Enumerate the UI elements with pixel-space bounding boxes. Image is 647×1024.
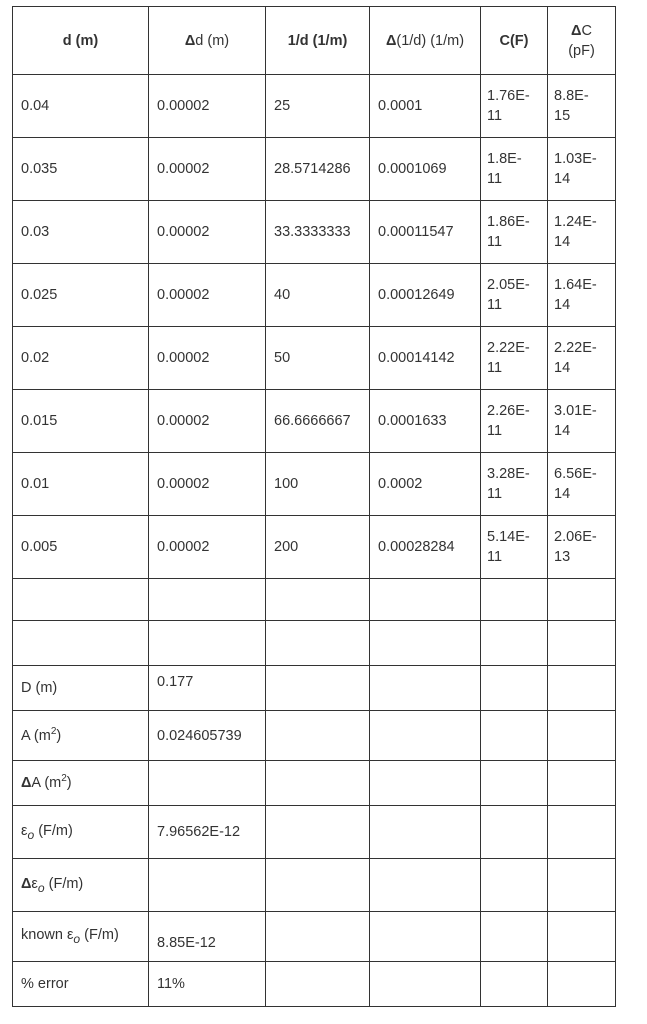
cell-delta-capacitance: 1.24E- 14 [548,201,616,264]
header-inverse-d: 1/d (1/m) [266,7,370,75]
cell-d: 0.03 [13,201,149,264]
summary-row-diameter [13,666,616,711]
cell-d: 0.01 [13,453,149,516]
header-delta-capacitance: ΔC (pF) [548,7,616,75]
cell-delta-inverse-d: 0.00028284 [370,516,481,579]
label-area-uncertainty: ΔA $(m^2)$ [13,761,149,806]
summary-row-permittivity-uncertainty [13,859,616,912]
cell-delta-d: 0.00002 [149,75,266,138]
cell-inverse-d: 200 [266,516,370,579]
cell-delta-d: 0.00002 [149,453,266,516]
table-row [13,75,616,138]
value-diameter: 0.177 [149,666,266,711]
cell-delta-d: 0.00002 [149,201,266,264]
cell-inverse-d: 50 [266,327,370,390]
value-known-permittivity: 8.85E-12 [149,912,266,962]
table-row [13,516,616,579]
cell-delta-d: 0.00002 [149,327,266,390]
cell-d: 0.04 [13,75,149,138]
cell-delta-capacitance: 2.06E- 13 [548,516,616,579]
summary-row-known-permittivity [13,912,616,962]
cell-delta-inverse-d: 0.00014142 [370,327,481,390]
cell-delta-capacitance: 1.03E- 14 [548,138,616,201]
table-row [13,327,616,390]
cell-capacitance: 3.28E- 11 [481,453,548,516]
cell-inverse-d: 33.3333333 [266,201,370,264]
data-table [12,6,616,1007]
header-delta-d: Δd (m) [149,7,266,75]
cell-d: 0.02 [13,327,149,390]
table-row [13,453,616,516]
empty-row [13,621,616,666]
cell-inverse-d: 66.6666667 [266,390,370,453]
cell-capacitance: 2.26E- 11 [481,390,548,453]
cell-delta-d: 0.00002 [149,138,266,201]
summary-row-percent-error [13,962,616,1007]
empty-row [13,579,616,621]
value-percent-error: 11% [149,962,266,1007]
cell-capacitance: 1.8E- 11 [481,138,548,201]
cell-capacitance: 5.14E- 11 [481,516,548,579]
cell-capacitance: 1.86E- 11 [481,201,548,264]
cell-capacitance: 2.22E- 11 [481,327,548,390]
cell-capacitance: 1.76E- 11 [481,75,548,138]
label-percent-error: % error [13,962,149,1007]
cell-inverse-d: 25 [266,75,370,138]
header-row [13,7,616,75]
cell-delta-inverse-d: 0.0001 [370,75,481,138]
label-known-permittivity: known $\varepsilon_o$ (F/m) [13,912,149,962]
summary-row-area [13,711,616,761]
summary-row-permittivity [13,806,616,859]
label-area: A $(m^2)$ [13,711,149,761]
table-row [13,138,616,201]
header-capacitance: C(F) [481,7,548,75]
cell-inverse-d: 100 [266,453,370,516]
cell-delta-inverse-d: 0.0001069 [370,138,481,201]
cell-delta-capacitance: 1.64E- 14 [548,264,616,327]
cell-inverse-d: 28.5714286 [266,138,370,201]
cell-delta-capacitance: 6.56E- 14 [548,453,616,516]
summary-row-area-uncertainty [13,761,616,806]
value-permittivity: 7.96562E-12 [149,806,266,859]
table-row [13,201,616,264]
header-d: d (m) [13,7,149,75]
cell-capacitance: 2.05E- 11 [481,264,548,327]
cell-delta-capacitance: 3.01E- 14 [548,390,616,453]
cell-delta-capacitance: 8.8E- 15 [548,75,616,138]
cell-delta-d: 0.00002 [149,516,266,579]
cell-delta-inverse-d: 0.0001633 [370,390,481,453]
value-area: 0.024605739 [149,711,266,761]
cell-inverse-d: 40 [266,264,370,327]
label-diameter: D (m) [13,666,149,711]
table-row [13,390,616,453]
cell-d: 0.025 [13,264,149,327]
label-permittivity: $\varepsilon_o$ (F/m) [13,806,149,859]
table-row [13,264,616,327]
cell-delta-inverse-d: 0.00012649 [370,264,481,327]
cell-d: 0.015 [13,390,149,453]
cell-delta-capacitance: 2.22E- 14 [548,327,616,390]
cell-d: 0.005 [13,516,149,579]
cell-delta-d: 0.00002 [149,264,266,327]
cell-delta-inverse-d: 0.0002 [370,453,481,516]
cell-delta-d: 0.00002 [149,390,266,453]
cell-d: 0.035 [13,138,149,201]
cell-delta-inverse-d: 0.00011547 [370,201,481,264]
label-permittivity-uncertainty: $\Delta\varepsilon_o$ (F/m) [13,859,149,912]
header-delta-inverse-d: Δ(1/d) (1/m) [370,7,481,75]
